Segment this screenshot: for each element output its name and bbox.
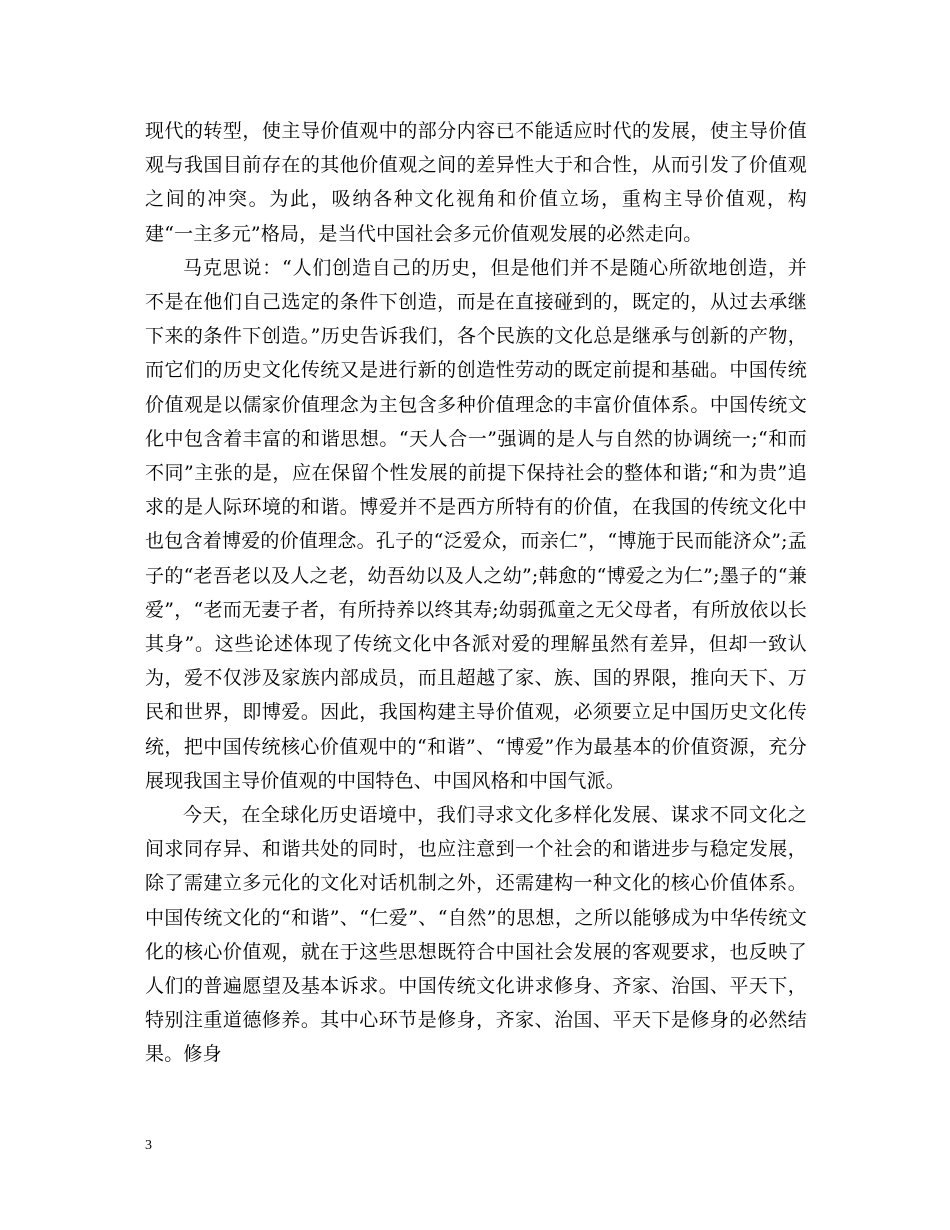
paragraph-3: 今天，在全球化历史语境中，我们寻求文化多样化发展、谋求不同文化之间求同存异、和谐共处的同时，也应注意到一个社会的和谐进步与稳定发展，除了需建立多元化的文化对话机制之外，还需建构一种文化的核心价值体系。中国传统文化的“和谐”、“仁爱”、“自然”的思想，之所以能够成为中华传统文化的核心价值观，就在于这些思想既符合中国社会发展的客观要求，也反映了人们的普遍愿望及基本诉求。中国传统文化讲求修身、齐家、治国、平天下，特别注重道德修养。其中心环节是修身，齐家、治国、平天下是修身的必然结果。修身 <box>145 804 807 1066</box>
page-number: 3 <box>145 1138 152 1153</box>
paragraph-2: 马克思说：“人们创造自己的历史，但是他们并不是随心所欲地创造，并不是在他们自己选定的条件下创造，而是在直接碰到的，既定的，从过去承继下来的条件下创造。”历史告诉我们，各个民族的文化总是继承与创新的产物，而它们的历史文化传统又是进行新的创造性劳动的既定前提和基础。中国传统价值观是以儒家价值理念为主包含多种价值理念的丰富价值体系。中国传统文化中包含着丰富的和谐思想。“天人合一”强调的是人与自然的协调统一;“和而不同”主张的是，应在保留个性发展的前提下保持社会的整体和谐;“和为贵”追求的是人际环境的和谐。博爱并不是西方所特有的价值，在我国的传统文化中也包含着博爱的价值理念。孔子的“泛爱众，而亲仁”，“博施于民而能济众”;孟子的“老吾老以及人之老，幼吾幼以及人之幼”;韩愈的“博爱之为仁”;墨子的“兼爱”，“老而无妻子者，有所持养以终其寿;幼弱孤童之无父母者，有所放依以长其身”。这些论述体现了传统文化中各派对爱的理解虽然有差异，但却一致认为，爱不仅涉及家族内部成员，而且超越了家、族、国的界限，推向天下、万民和世界，即博爱。因此，我国构建主导价值观，必须要立足中国历史文化传统，把中国传统核心价值观中的“和谐”、“博爱”作为最基本的价值资源，充分展现我国主导价值观的中国特色、中国风格和中国气派。 <box>145 256 807 792</box>
paragraph-1: 现代的转型，使主导价值观中的部分内容已不能适应时代的发展，使主导价值观与我国目前存在的其他价值观之间的差异性大于和合性，从而引发了价值观之间的冲突。为此，吸纳各种文化视角和价值立场，重构主导价值观，构建“一主多元”格局，是当代中国社会多元价值观发展的必然走向。 <box>145 120 807 245</box>
body-text <box>145 114 807 1072</box>
